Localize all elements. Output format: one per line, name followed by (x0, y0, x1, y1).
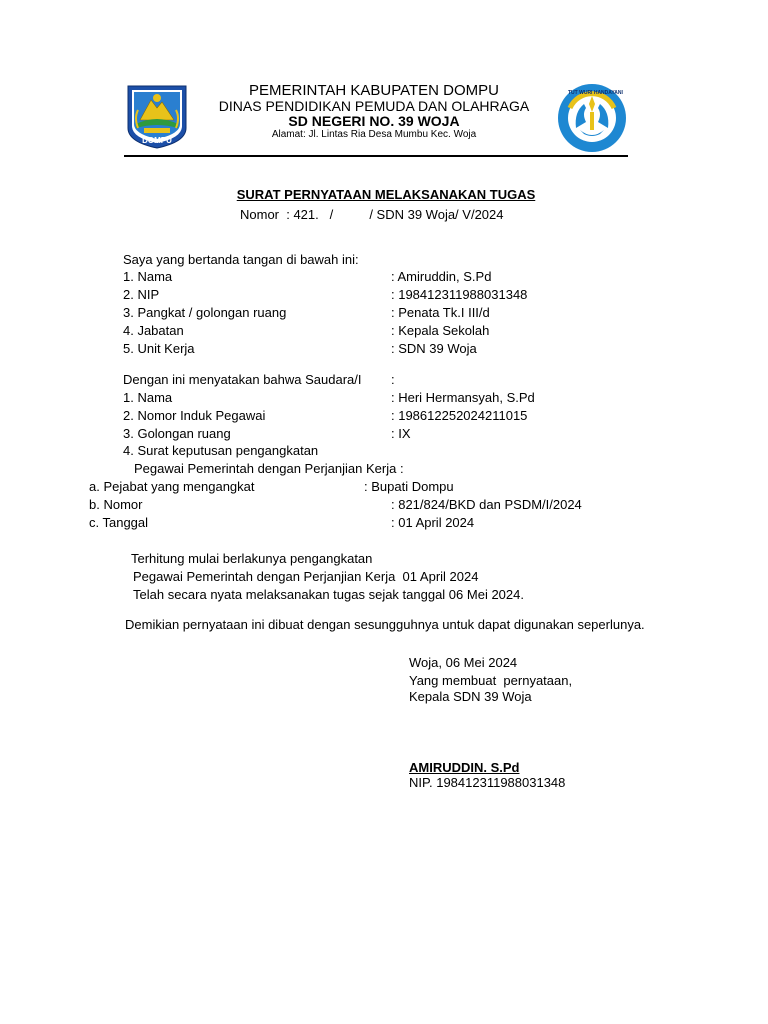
signature-maker: Yang membuat pernyataan, (409, 673, 573, 688)
effective-line-3: Telah secara nyata melaksanakan tugas sejak tanggal 06 Mei 2024. (133, 587, 524, 602)
effective-line-2: Pegawai Pemerintah dengan Perjanjian Kerja 01 April 2024 (133, 569, 479, 584)
subject-name-label: 1. Nama (123, 390, 173, 405)
subject-grade-value: : IX (391, 426, 411, 441)
subject-grade-label: 3. Golongan ruang (123, 426, 231, 441)
subject-name-value: : Heri Hermansyah, S.Pd (391, 390, 535, 405)
school-title: SD NEGERI NO. 39 WOJA (288, 113, 460, 129)
signer-position-value: : Kepala Sekolah (391, 323, 490, 338)
decree-date-value: : 01 April 2024 (391, 515, 475, 530)
tutwuri-logo-label: TUT WURI HANDAYANI (568, 90, 623, 96)
subject-intro-colon: : (391, 372, 395, 387)
decree-number-label: b. Nomor (89, 497, 143, 512)
signature-name: AMIRUDDIN. S.Pd (409, 760, 520, 775)
signature-place-date: Woja, 06 Mei 2024 (409, 655, 518, 670)
letter-number: Nomor : 421. / / SDN 39 Woja/ V/2024 (240, 207, 504, 222)
signature-nip: NIP. 198412311988031348 (409, 775, 566, 790)
signer-name-label: 1. Nama (123, 269, 173, 284)
signer-name-value: : Amiruddin, S.Pd (391, 269, 492, 284)
dompu-logo-label: DOMPU (142, 136, 172, 145)
gov-title: PEMERINTAH KABUPATEN DOMPU (248, 82, 500, 99)
signer-nip-label: 2. NIP (123, 287, 160, 302)
signer-intro: Saya yang bertanda tangan di bawah ini: (123, 252, 359, 267)
letterhead-rule (124, 155, 628, 157)
subject-nip-label: 2. Nomor Induk Pegawai (123, 408, 266, 423)
decree-official-label: a. Pejabat yang mengangkat (89, 479, 255, 494)
signer-unit-label: 5. Unit Kerja (123, 341, 195, 356)
decree-item: 4. Surat keputusan pengangkatan (123, 443, 319, 458)
subject-nip-value: : 198612252024211015 (391, 408, 528, 423)
letter-title: SURAT PERNYATAAN MELAKSANAKAN TUGAS (236, 187, 536, 202)
decree-subtitle: Pegawai Pemerintah dengan Perjanjian Kerja : (134, 461, 404, 476)
signer-rank-label: 3. Pangkat / golongan ruang (123, 305, 287, 320)
subject-intro: Dengan ini menyatakan bahwa Saudara/I (123, 372, 362, 387)
decree-official-value: : Bupati Dompu (364, 479, 454, 494)
closing-statement: Demikian pernyataan ini dibuat dengan sesungguhnya untuk dapat digunakan seperlunya. (125, 617, 645, 632)
decree-number-value: : 821/824/BKD dan PSDM/I/2024 (391, 497, 582, 512)
signer-position-label: 4. Jabatan (123, 323, 184, 338)
signature-position: Kepala SDN 39 Woja (409, 689, 532, 704)
school-address: Alamat: Jl. Lintas Ria Desa Mumbu Kec. Woja (271, 129, 477, 140)
signer-unit-value: : SDN 39 Woja (391, 341, 477, 356)
decree-date-label: c. Tanggal (89, 515, 149, 530)
dept-title: DINAS PENDIDIKAN PEMUDA DAN OLAHRAGA (218, 98, 530, 114)
signer-nip-value: : 198412311988031348 (391, 287, 528, 302)
signer-rank-value: : Penata Tk.I III/d (391, 305, 490, 320)
effective-line-1: Terhitung mulai berlakunya pengangkatan (131, 551, 373, 566)
